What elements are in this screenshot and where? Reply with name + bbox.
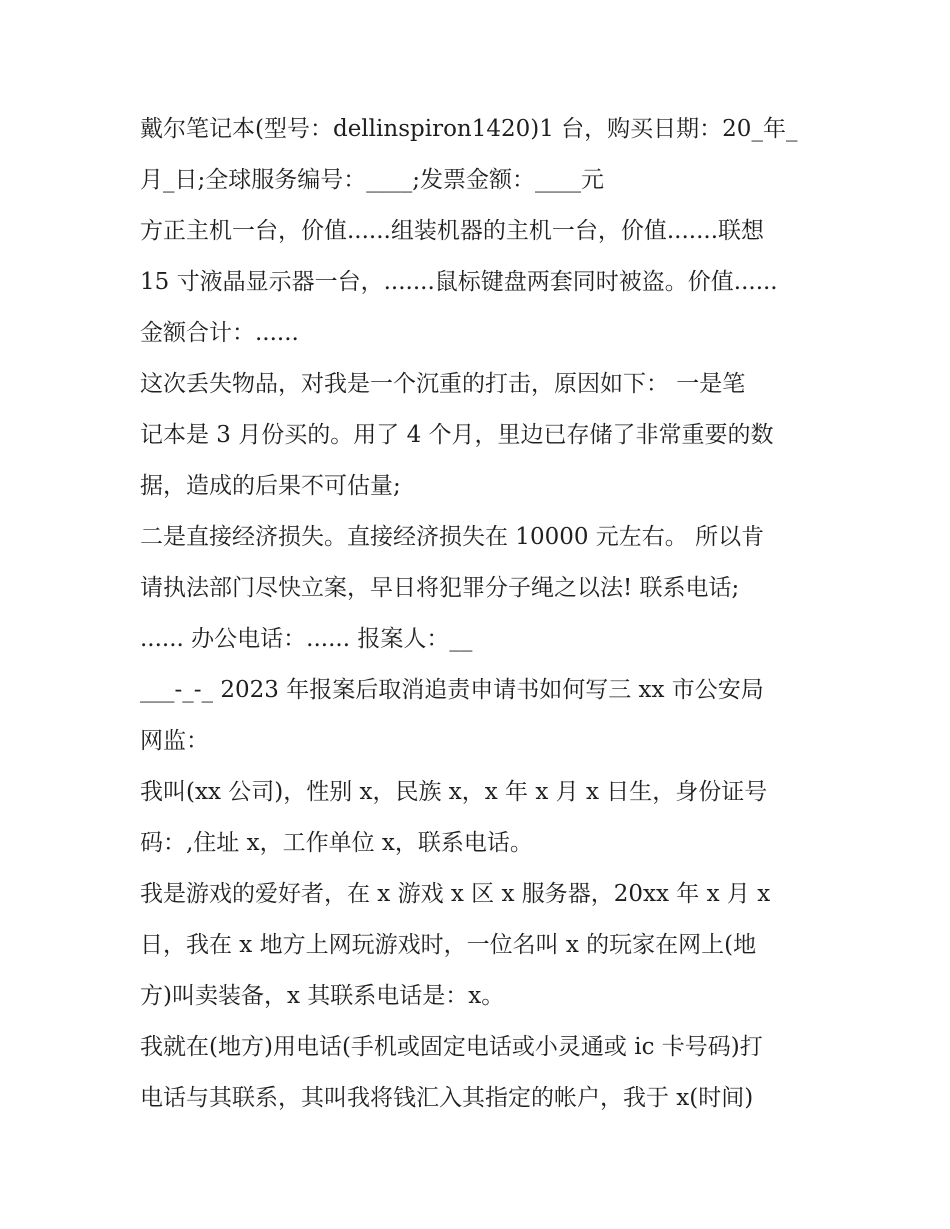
text-line: 戴尔笔记本(型号：dellinspiron1420)1 台，购买日期：20_年_ [140,116,798,142]
text-line: ...... 办公电话：...... 报案人：__ [140,626,473,652]
text-line: 方正主机一台，价值......组装机器的主机一台，价值.......联想 [140,218,765,244]
text-line: 15 寸液晶显示器一台，.......鼠标键盘两套同时被盗。价值...... [140,269,778,295]
text-line: 日，我在 x 地方上网玩游戏时，一位名叫 x 的玩家在网上(地 [140,932,757,958]
text-line: 金额合计：...... [140,320,299,346]
text-line: 据，造成的后果不可估量; [140,473,401,499]
text-line: ___-_-_ 2023 年报案后取消追责申请书如何写三 xx 市公安局 [140,677,764,703]
text-line: 我叫(xx 公司)，性别 x，民族 x，x 年 x 月 x 日生，身份证号 [140,779,768,805]
text-line: 这次丢失物品，对我是一个沉重的打击，原因如下： 一是笔 [140,371,746,397]
text-line: 网监： [140,728,209,754]
text-line: 记本是 3 月份买的。用了 4 个月，里边已存储了非常重要的数 [140,422,774,448]
text-line: 请执法部门尽快立案，早日将犯罪分子绳之以法! 联系电话; [140,575,740,601]
text-line: 月_日;全球服务编号：____;发票金额：____元 [140,167,604,193]
text-line: 电话与其联系，其叫我将钱汇入其指定的帐户，我于 x(时间) [140,1085,754,1111]
text-line: 二是直接经济损失。直接经济损失在 10000 元左右。 所以肯 [140,524,765,550]
text-line: 码：,住址 x，工作单位 x，联系电话。 [140,830,533,856]
document-body [140,104,810,1124]
text-line: 方)叫卖装备，x 其联系电话是：x。 [140,983,505,1009]
text-line: 我是游戏的爱好者，在 x 游戏 x 区 x 服务器，20xx 年 x 月 x [140,881,771,907]
text-line: 我就在(地方)用电话(手机或固定电话或小灵通或 ic 卡号码)打 [140,1034,763,1060]
